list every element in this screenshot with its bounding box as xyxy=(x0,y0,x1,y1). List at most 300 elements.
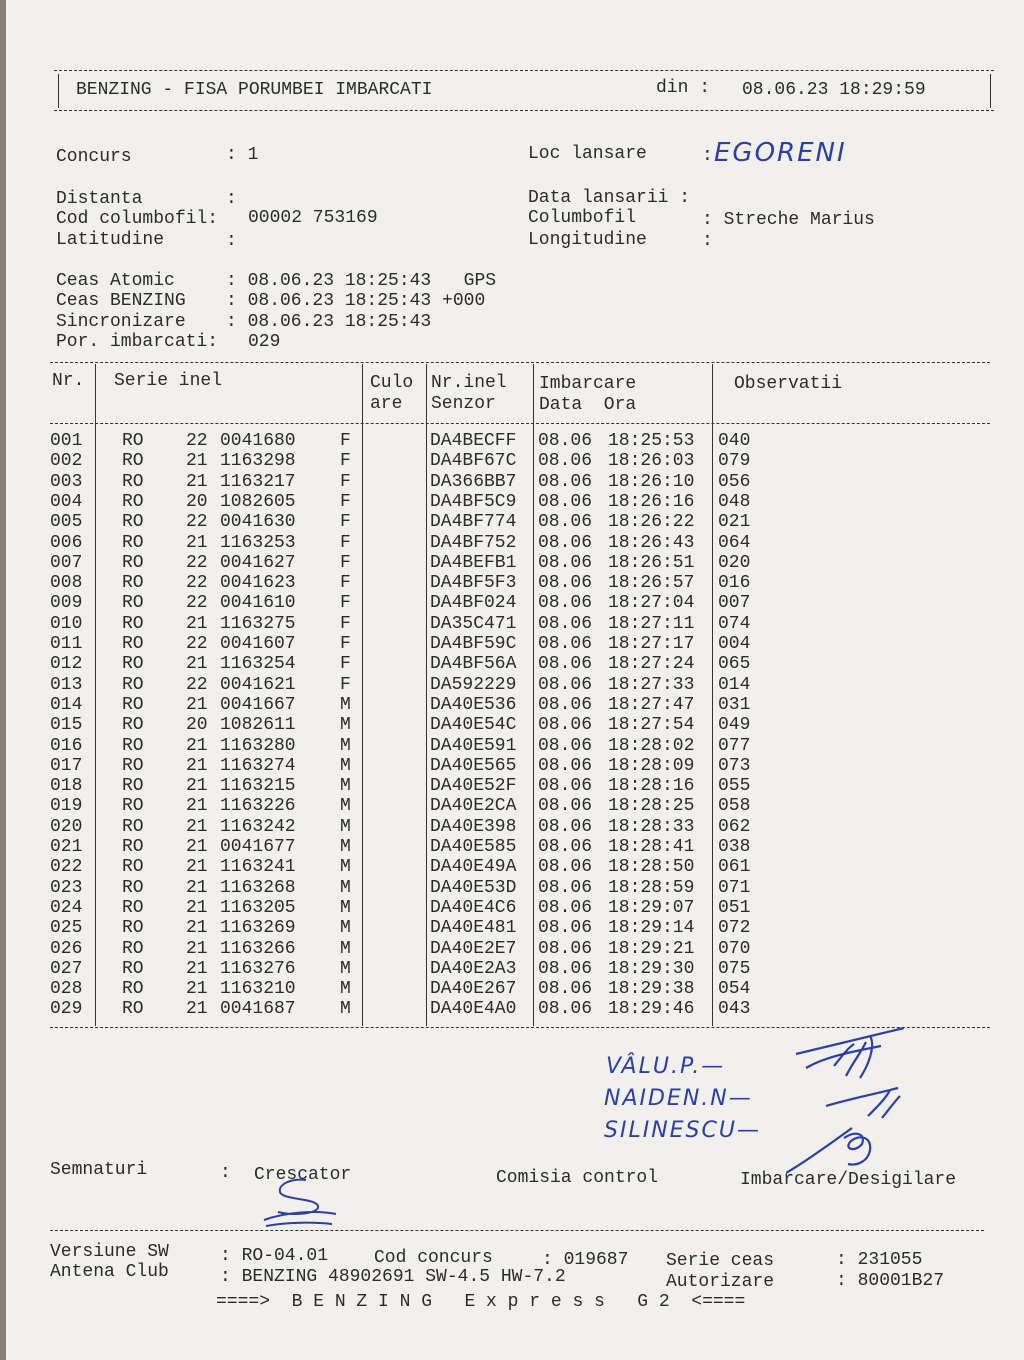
row-nr: 010 xyxy=(50,613,83,634)
row-observatii: 056 xyxy=(718,471,751,492)
row-year: 21 xyxy=(186,938,208,959)
row-ring-number: 1163268 xyxy=(220,877,296,898)
header-right-border xyxy=(990,74,991,108)
row-year: 21 xyxy=(186,451,208,472)
table-row xyxy=(6,512,1024,532)
row-sensor-ring: DA4BF5C9 xyxy=(430,491,517,512)
row-sex: F xyxy=(340,491,351,512)
col-header-observatii: Observatii xyxy=(734,374,843,394)
row-sex: F xyxy=(340,451,351,472)
ceas-atomic-label: Ceas Atomic xyxy=(56,271,175,291)
row-sensor-ring: DA4BEFB1 xyxy=(430,552,517,573)
row-nr: 014 xyxy=(50,694,83,715)
row-ring-number: 1163275 xyxy=(220,613,296,634)
row-sensor-ring: DA40E2E7 xyxy=(430,938,517,959)
table-row xyxy=(6,431,1024,451)
row-observatii: 058 xyxy=(718,796,751,817)
row-country: RO xyxy=(122,918,144,939)
row-sex: F xyxy=(340,674,351,695)
row-country: RO xyxy=(122,573,144,594)
row-ring-number: 0041677 xyxy=(220,837,296,857)
row-country: RO xyxy=(122,593,144,614)
row-year: 20 xyxy=(186,491,208,512)
row-country: RO xyxy=(122,897,144,918)
header-bottom-rule xyxy=(54,110,994,111)
row-nr: 028 xyxy=(50,979,83,1000)
row-nr: 020 xyxy=(50,816,83,837)
row-year: 21 xyxy=(186,776,208,797)
row-sensor-ring: DA35C471 xyxy=(430,613,517,634)
table-row xyxy=(6,533,1024,553)
cod-concurs-value: : 019687 xyxy=(542,1250,629,1270)
row-date: 08.06 xyxy=(538,552,593,573)
row-sensor-ring: DA4BF56A xyxy=(430,654,517,675)
row-ring-number: 1163205 xyxy=(220,897,296,918)
row-observatii: 074 xyxy=(718,613,751,634)
row-observatii: 048 xyxy=(718,491,751,512)
row-date: 08.06 xyxy=(538,958,593,979)
row-sex: M xyxy=(340,918,351,939)
table-row xyxy=(6,472,1024,492)
row-sensor-ring: DA4BF774 xyxy=(430,512,517,533)
cod-columbofil-label: Cod columbofil: xyxy=(56,209,219,229)
row-sex: M xyxy=(340,877,351,898)
row-nr: 024 xyxy=(50,897,83,918)
row-nr: 003 xyxy=(50,471,83,492)
row-sensor-ring: DA366BB7 xyxy=(430,471,517,492)
row-time: 18:26:51 xyxy=(608,552,695,573)
concurs-value: : 1 xyxy=(226,145,259,165)
row-time: 18:27:17 xyxy=(608,634,695,654)
row-nr: 006 xyxy=(50,532,83,553)
table-row xyxy=(6,553,1024,573)
row-nr: 009 xyxy=(50,593,83,614)
row-year: 21 xyxy=(186,857,208,878)
ceas-benzing-value: : 08.06.23 18:25:43 +000 xyxy=(226,291,486,311)
row-time: 18:28:41 xyxy=(608,837,695,857)
row-date: 08.06 xyxy=(538,593,593,614)
table-row xyxy=(6,979,1024,999)
row-ring-number: 1163253 xyxy=(220,532,296,553)
row-ring-number: 1163254 xyxy=(220,654,296,675)
table-top-rule xyxy=(50,362,990,363)
row-country: RO xyxy=(122,634,144,654)
row-sensor-ring: DA40E2A3 xyxy=(430,958,517,979)
columbofil-label: Columbofil xyxy=(528,208,637,228)
row-date: 08.06 xyxy=(538,573,593,594)
table-row xyxy=(6,715,1024,735)
row-ring-number: 0041667 xyxy=(220,694,296,715)
row-date: 08.06 xyxy=(538,654,593,675)
table-row xyxy=(6,796,1024,816)
row-sex: M xyxy=(340,979,351,1000)
row-date: 08.06 xyxy=(538,532,593,553)
semnaturi-label: Semnaturi xyxy=(50,1160,148,1180)
table-row xyxy=(6,675,1024,695)
row-country: RO xyxy=(122,958,144,979)
row-sensor-ring: DA40E4A0 xyxy=(430,999,517,1020)
row-time: 18:29:21 xyxy=(608,938,695,959)
row-observatii: 043 xyxy=(718,999,751,1020)
row-observatii: 064 xyxy=(718,532,751,553)
row-observatii: 070 xyxy=(718,938,751,959)
row-nr: 018 xyxy=(50,776,83,797)
data-lansarii-label: Data lansarii : xyxy=(528,188,691,208)
concurs-label: Concurs xyxy=(56,147,132,167)
antena-club-label: Antena Club xyxy=(50,1262,169,1282)
row-sex: M xyxy=(340,694,351,715)
row-year: 21 xyxy=(186,837,208,857)
row-sex: F xyxy=(340,512,351,533)
row-ring-number: 1163274 xyxy=(220,755,296,776)
footer-rule xyxy=(50,1230,984,1231)
row-sex: M xyxy=(340,837,351,857)
table-row xyxy=(6,492,1024,512)
row-date: 08.06 xyxy=(538,837,593,857)
row-time: 18:28:02 xyxy=(608,735,695,756)
row-country: RO xyxy=(122,654,144,675)
row-year: 21 xyxy=(186,613,208,634)
row-observatii: 079 xyxy=(718,451,751,472)
row-time: 18:28:33 xyxy=(608,816,695,837)
row-year: 22 xyxy=(186,573,208,594)
table-row xyxy=(6,695,1024,715)
row-time: 18:27:54 xyxy=(608,715,695,736)
row-ring-number: 0041607 xyxy=(220,634,296,654)
header-top-rule xyxy=(54,70,994,71)
row-observatii: 073 xyxy=(718,755,751,776)
row-ring-number: 1082611 xyxy=(220,715,296,736)
row-country: RO xyxy=(122,938,144,959)
row-sex: M xyxy=(340,999,351,1020)
row-time: 18:29:38 xyxy=(608,979,695,1000)
row-year: 21 xyxy=(186,816,208,837)
crescator-label: Crescator xyxy=(254,1165,352,1185)
row-nr: 011 xyxy=(50,634,83,654)
longitudine-label: Longitudine xyxy=(528,230,647,250)
col-header-inel-1: Nr.inel xyxy=(431,373,507,393)
row-ring-number: 1163269 xyxy=(220,918,296,939)
table-row xyxy=(6,756,1024,776)
col-header-serie: Serie inel xyxy=(114,371,223,391)
row-time: 18:27:47 xyxy=(608,694,695,715)
row-ring-number: 0041621 xyxy=(220,674,296,695)
row-observatii: 004 xyxy=(718,634,751,654)
form-sheet xyxy=(6,0,1024,1360)
handwritten-name-2: NAIDEN.N— xyxy=(604,1086,753,1111)
row-observatii: 065 xyxy=(718,654,751,675)
row-country: RO xyxy=(122,512,144,533)
row-date: 08.06 xyxy=(538,999,593,1020)
row-sex: F xyxy=(340,613,351,634)
row-country: RO xyxy=(122,613,144,634)
row-nr: 021 xyxy=(50,837,83,857)
row-observatii: 072 xyxy=(718,918,751,939)
row-year: 22 xyxy=(186,593,208,614)
imbarcare-desigilare-label: Imbarcare/Desigilare xyxy=(740,1170,957,1190)
row-ring-number: 1163298 xyxy=(220,451,296,472)
row-sex: M xyxy=(340,735,351,756)
row-country: RO xyxy=(122,877,144,898)
row-date: 08.06 xyxy=(538,451,593,472)
row-date: 08.06 xyxy=(538,979,593,1000)
row-time: 18:27:24 xyxy=(608,654,695,675)
row-country: RO xyxy=(122,816,144,837)
sincronizare-label: Sincronizare xyxy=(56,312,186,332)
row-nr: 029 xyxy=(50,999,83,1020)
row-date: 08.06 xyxy=(538,634,593,654)
row-ring-number: 1082605 xyxy=(220,491,296,512)
row-year: 21 xyxy=(186,694,208,715)
table-row xyxy=(6,817,1024,837)
loc-lansare-sep: : xyxy=(702,146,713,166)
row-nr: 002 xyxy=(50,451,83,472)
row-time: 18:27:11 xyxy=(608,613,695,634)
row-date: 08.06 xyxy=(538,512,593,533)
table-header-rule xyxy=(50,423,990,424)
row-nr: 027 xyxy=(50,958,83,979)
row-sex: M xyxy=(340,958,351,979)
row-nr: 016 xyxy=(50,735,83,756)
row-ring-number: 0041623 xyxy=(220,573,296,594)
row-observatii: 020 xyxy=(718,552,751,573)
row-time: 18:26:10 xyxy=(608,471,695,492)
row-time: 18:29:14 xyxy=(608,918,695,939)
row-sensor-ring: DA40E49A xyxy=(430,857,517,878)
row-year: 21 xyxy=(186,532,208,553)
row-date: 08.06 xyxy=(538,796,593,817)
row-ring-number: 0041610 xyxy=(220,593,296,614)
page-title: BENZING - FISA PORUMBEI IMBARCATI xyxy=(76,80,433,100)
row-date: 08.06 xyxy=(538,918,593,939)
print-date-label: din : xyxy=(656,78,711,98)
row-sex: M xyxy=(340,796,351,817)
row-nr: 017 xyxy=(50,755,83,776)
row-year: 21 xyxy=(186,735,208,756)
row-observatii: 014 xyxy=(718,674,751,695)
row-sensor-ring: DA40E481 xyxy=(430,918,517,939)
row-date: 08.06 xyxy=(538,431,593,451)
row-date: 08.06 xyxy=(538,735,593,756)
row-sex: F xyxy=(340,552,351,573)
row-sex: F xyxy=(340,573,351,594)
row-year: 21 xyxy=(186,999,208,1020)
row-date: 08.06 xyxy=(538,816,593,837)
col-header-inel-2: Senzor xyxy=(431,394,496,414)
row-sensor-ring: DA40E585 xyxy=(430,837,517,857)
row-sex: F xyxy=(340,634,351,654)
row-sensor-ring: DA40E536 xyxy=(430,694,517,715)
row-time: 18:27:04 xyxy=(608,593,695,614)
row-country: RO xyxy=(122,979,144,1000)
row-time: 18:29:07 xyxy=(608,897,695,918)
table-row xyxy=(6,634,1024,654)
row-year: 22 xyxy=(186,674,208,695)
row-nr: 008 xyxy=(50,573,83,594)
row-sex: F xyxy=(340,471,351,492)
row-date: 08.06 xyxy=(538,694,593,715)
row-country: RO xyxy=(122,857,144,878)
row-country: RO xyxy=(122,491,144,512)
col-header-imbarcare-2: Data Ora xyxy=(539,395,637,415)
table-row xyxy=(6,654,1024,674)
row-nr: 023 xyxy=(50,877,83,898)
header-left-border xyxy=(58,74,59,108)
row-observatii: 049 xyxy=(718,715,751,736)
row-year: 20 xyxy=(186,715,208,736)
row-sensor-ring: DA4BF024 xyxy=(430,593,517,614)
distanta-label: Distanta xyxy=(56,189,143,209)
latitudine-label: Latitudine xyxy=(56,230,165,250)
table-row xyxy=(6,959,1024,979)
table-row xyxy=(6,878,1024,898)
table-row xyxy=(6,614,1024,634)
row-time: 18:28:16 xyxy=(608,776,695,797)
row-country: RO xyxy=(122,694,144,715)
row-observatii: 021 xyxy=(718,512,751,533)
col-header-culoare-1: Culo xyxy=(370,373,414,393)
row-ring-number: 1163210 xyxy=(220,979,296,1000)
row-observatii: 062 xyxy=(718,816,751,837)
row-sensor-ring: DA40E53D xyxy=(430,877,517,898)
table-row xyxy=(6,999,1024,1019)
row-observatii: 054 xyxy=(718,979,751,1000)
comisia-control-label: Comisia control xyxy=(496,1168,659,1188)
row-nr: 012 xyxy=(50,654,83,675)
row-sex: M xyxy=(340,938,351,959)
row-date: 08.06 xyxy=(538,613,593,634)
handwritten-name-1: VÂLU.P.— xyxy=(606,1054,726,1079)
row-country: RO xyxy=(122,776,144,797)
row-sensor-ring: DA4BF67C xyxy=(430,451,517,472)
row-year: 21 xyxy=(186,654,208,675)
row-date: 08.06 xyxy=(538,471,593,492)
row-country: RO xyxy=(122,552,144,573)
table-row xyxy=(6,593,1024,613)
row-sex: M xyxy=(340,715,351,736)
row-observatii: 055 xyxy=(718,776,751,797)
row-nr: 026 xyxy=(50,938,83,959)
row-country: RO xyxy=(122,999,144,1020)
antena-club-value: : BENZING 48902691 SW-4.5 HW-7.2 xyxy=(220,1267,566,1287)
ceas-benzing-label: Ceas BENZING xyxy=(56,291,186,311)
row-date: 08.06 xyxy=(538,877,593,898)
row-country: RO xyxy=(122,451,144,472)
row-observatii: 075 xyxy=(718,958,751,979)
row-year: 21 xyxy=(186,796,208,817)
distanta-value: : xyxy=(226,189,237,209)
row-time: 18:28:50 xyxy=(608,857,695,878)
row-sensor-ring: DA592229 xyxy=(430,674,517,695)
col-header-culoare-2: are xyxy=(370,394,403,414)
cod-concurs-label: Cod concurs xyxy=(374,1248,493,1268)
autorizare-value: : 80001B27 xyxy=(836,1271,945,1291)
benzing-express-banner: ====> B E N Z I N G E x p r e s s G 2 <==== xyxy=(216,1292,746,1312)
por-imbarcati-label: Por. imbarcati: xyxy=(56,332,219,352)
row-observatii: 016 xyxy=(718,573,751,594)
row-ring-number: 1163215 xyxy=(220,776,296,797)
row-time: 18:26:03 xyxy=(608,451,695,472)
row-observatii: 071 xyxy=(718,877,751,898)
row-country: RO xyxy=(122,674,144,695)
row-country: RO xyxy=(122,431,144,451)
row-sex: M xyxy=(340,897,351,918)
row-sex: F xyxy=(340,654,351,675)
autorizare-label: Autorizare xyxy=(666,1272,775,1292)
row-date: 08.06 xyxy=(538,491,593,512)
row-sex: F xyxy=(340,593,351,614)
row-country: RO xyxy=(122,471,144,492)
handwritten-name-3: SILINESCU— xyxy=(604,1118,761,1143)
table-row xyxy=(6,918,1024,938)
handwritten-signature-marks xyxy=(786,1026,916,1176)
row-year: 21 xyxy=(186,918,208,939)
table-row xyxy=(6,898,1024,918)
row-sensor-ring: DA40E591 xyxy=(430,735,517,756)
row-observatii: 007 xyxy=(718,593,751,614)
print-date-value: 08.06.23 18:29:59 xyxy=(742,80,926,100)
row-ring-number: 1163280 xyxy=(220,735,296,756)
row-sex: M xyxy=(340,816,351,837)
row-date: 08.06 xyxy=(538,938,593,959)
sincronizare-value: : 08.06.23 18:25:43 xyxy=(226,312,432,332)
row-time: 18:28:09 xyxy=(608,755,695,776)
row-year: 21 xyxy=(186,471,208,492)
row-time: 18:26:22 xyxy=(608,512,695,533)
row-sensor-ring: DA40E267 xyxy=(430,979,517,1000)
row-sensor-ring: DA40E565 xyxy=(430,755,517,776)
row-observatii: 038 xyxy=(718,837,751,857)
row-country: RO xyxy=(122,715,144,736)
loc-lansare-handwritten: EGORENI xyxy=(714,138,847,168)
row-ring-number: 1163217 xyxy=(220,471,296,492)
row-observatii: 040 xyxy=(718,431,751,451)
row-sex: M xyxy=(340,776,351,797)
versiune-sw-value: : RO-04.01 xyxy=(220,1246,329,1266)
row-ring-number: 0041687 xyxy=(220,999,296,1020)
row-nr: 007 xyxy=(50,552,83,573)
row-sensor-ring: DA4BF59C xyxy=(430,634,517,654)
row-sex: F xyxy=(340,431,351,451)
row-country: RO xyxy=(122,532,144,553)
row-ring-number: 1163276 xyxy=(220,958,296,979)
row-sensor-ring: DA40E2CA xyxy=(430,796,517,817)
row-time: 18:28:25 xyxy=(608,796,695,817)
row-sensor-ring: DA40E52F xyxy=(430,776,517,797)
table-row xyxy=(6,776,1024,796)
col-header-imbarcare-1: Imbarcare xyxy=(539,374,637,394)
row-ring-number: 1163226 xyxy=(220,796,296,817)
row-nr: 004 xyxy=(50,491,83,512)
cod-columbofil-value: 00002 753169 xyxy=(248,208,378,228)
table-row xyxy=(6,857,1024,877)
row-ring-number: 1163242 xyxy=(220,816,296,837)
row-sex: M xyxy=(340,857,351,878)
por-imbarcati-value: 029 xyxy=(248,332,281,352)
row-country: RO xyxy=(122,796,144,817)
row-year: 21 xyxy=(186,958,208,979)
table-row xyxy=(6,736,1024,756)
row-year: 21 xyxy=(186,755,208,776)
ceas-atomic-value: : 08.06.23 18:25:43 GPS xyxy=(226,271,497,291)
versiune-sw-label: Versiune SW xyxy=(50,1242,169,1262)
row-year: 21 xyxy=(186,897,208,918)
longitudine-value: : xyxy=(702,231,713,251)
table-row xyxy=(6,837,1024,857)
row-nr: 013 xyxy=(50,674,83,695)
row-date: 08.06 xyxy=(538,674,593,695)
row-sensor-ring: DA40E4C6 xyxy=(430,897,517,918)
